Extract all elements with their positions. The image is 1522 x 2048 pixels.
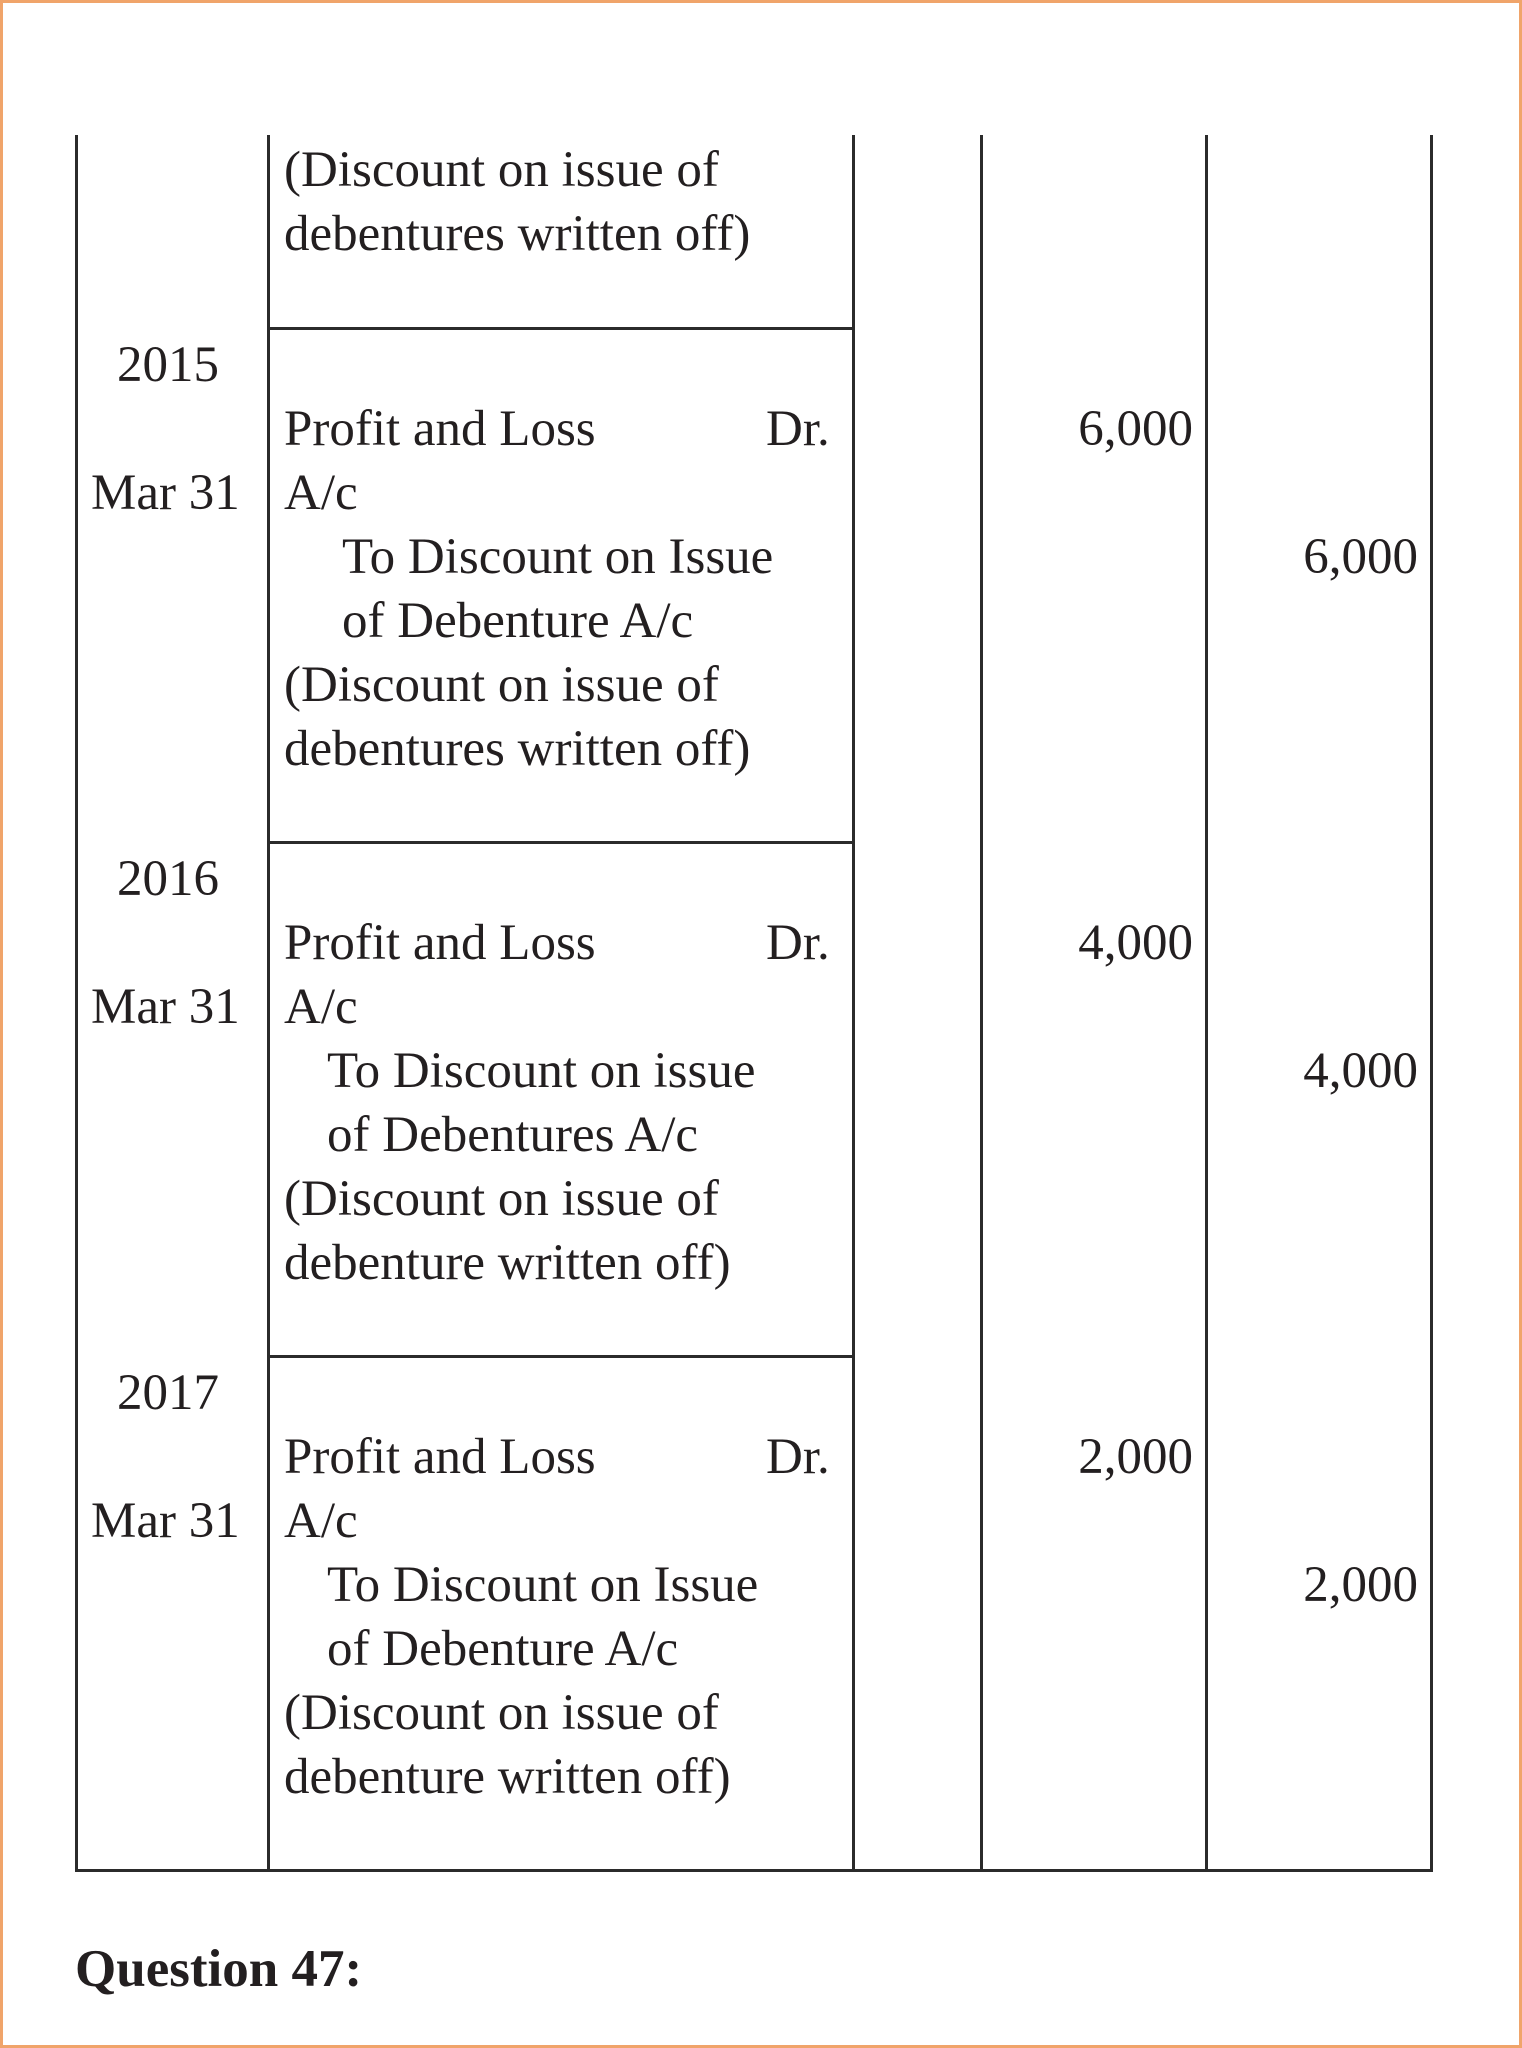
account-suffix: A/c — [284, 465, 358, 521]
credit-account: To Discount on issue — [327, 1043, 756, 1099]
narration-line: debentures written off) — [284, 721, 751, 777]
debit-account: Profit and Loss — [284, 401, 596, 457]
debit-amount: 6,000 — [1078, 401, 1193, 457]
narration-line: debentures written off) — [284, 206, 751, 262]
narration-line: (Discount on issue of — [284, 142, 719, 198]
credit-account: of Debentures A/c — [327, 1107, 699, 1163]
debit-amount: 2,000 — [1078, 1429, 1193, 1485]
lf-column-divider — [980, 135, 983, 1872]
entry-date: Mar 31 — [91, 979, 240, 1035]
credit-account: of Debenture A/c — [327, 1621, 679, 1677]
narration-line: (Discount on issue of — [284, 1171, 719, 1227]
narration-line: debenture written off) — [284, 1749, 731, 1805]
debit-account: Profit and Loss — [284, 915, 596, 971]
dr-label: Dr. — [766, 915, 830, 971]
narration-line: debenture written off) — [284, 1235, 731, 1291]
debit-column-divider — [1205, 135, 1208, 1872]
debit-amount: 4,000 — [1078, 915, 1193, 971]
account-suffix: A/c — [284, 979, 358, 1035]
entry-separator — [267, 841, 855, 844]
debit-account: Profit and Loss — [284, 1429, 596, 1485]
narration-line: (Discount on issue of — [284, 1685, 719, 1741]
entry-separator — [267, 1355, 855, 1358]
entry-year: 2016 — [117, 851, 219, 907]
question-heading: Question 47: — [75, 1940, 363, 1998]
entry-date: Mar 31 — [91, 465, 240, 521]
credit-amount: 2,000 — [1303, 1557, 1418, 1613]
dr-label: Dr. — [766, 1429, 830, 1485]
credit-account: of Debenture A/c — [342, 593, 694, 649]
table-border-bottom — [75, 1869, 1433, 1872]
account-suffix: A/c — [284, 1493, 358, 1549]
entry-year: 2017 — [117, 1365, 219, 1421]
date-column-divider — [267, 135, 270, 1872]
table-border-right — [1430, 135, 1433, 1872]
entry-year: 2015 — [117, 337, 219, 393]
credit-amount: 4,000 — [1303, 1043, 1418, 1099]
entry-separator — [267, 327, 855, 330]
entry-date: Mar 31 — [91, 1493, 240, 1549]
credit-account: To Discount on Issue — [327, 1557, 759, 1613]
credit-account: To Discount on Issue — [342, 529, 774, 585]
narration-line: (Discount on issue of — [284, 657, 719, 713]
particulars-column-divider — [852, 135, 855, 1872]
table-border-left — [75, 135, 78, 1872]
dr-label: Dr. — [766, 401, 830, 457]
credit-amount: 6,000 — [1303, 529, 1418, 585]
